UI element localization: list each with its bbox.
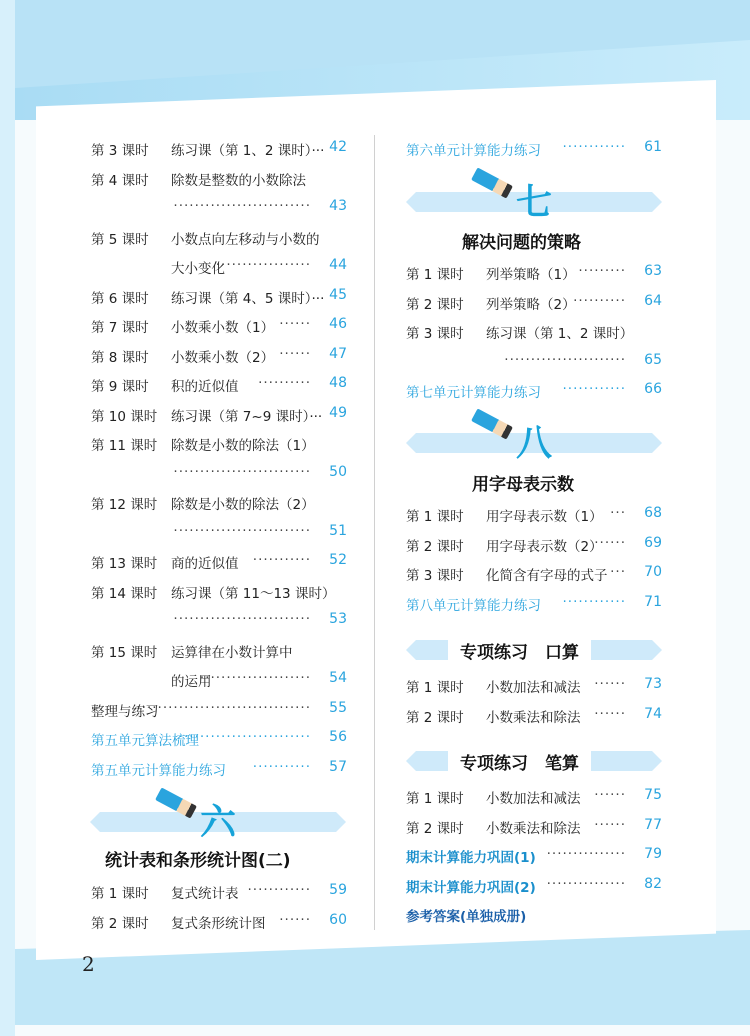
lesson-label: 第 1 课时 [91,886,149,902]
lesson-title: 除数是小数的除法（1） [171,438,315,454]
toc-row[interactable] [91,346,347,366]
lesson-label: 第 2 课时 [406,709,464,726]
page-number-link: 49 [329,404,347,421]
page-number-link: 56 [329,729,347,745]
leader-dots: ············ [247,882,311,898]
page-number-link: 68 [644,505,662,521]
page-number-link: 71 [644,593,662,610]
unit-banner-6 [90,802,346,843]
page-number-link: 47 [329,345,347,362]
page-number-link: 57 [329,758,347,775]
lesson-title: 小数乘法和除法 [486,709,581,726]
lesson-label: 第 15 课时 [91,644,158,661]
toc-row[interactable] [91,375,347,395]
page-number-link: 79 [644,846,662,862]
lesson-title: 小数点向左移动与小数的 [171,231,320,248]
toc-row[interactable] [91,670,347,690]
lesson-label: 参考答案(单独成册) [406,909,527,925]
toc-row[interactable] [91,523,347,543]
page-number-link: 42 [329,139,347,155]
leader-dots: ·························· [173,198,311,214]
page-number-link: 55 [329,699,347,716]
leader-dots: ·························· [173,611,311,627]
lesson-title: 除数是整数的小数除法 [171,172,306,189]
page-number-link: 82 [644,875,662,892]
toc-row[interactable] [406,381,662,401]
page-number-link: 59 [329,882,347,898]
toc-row[interactable] [91,228,347,248]
lesson-title: 复式条形统计图 [171,915,266,932]
lesson-label: 第 9 课时 [91,379,149,395]
lesson-title: 练习课（第 4、5 课时）··· [171,290,325,307]
lesson-label: 第 8 课时 [91,349,149,366]
toc-row[interactable] [91,641,347,661]
leader-dots: ························· [178,729,311,745]
lesson-title: 练习课（第 11～13 课时） [171,585,336,602]
unit-banner-8 [406,423,662,464]
leader-dots: ······ [594,787,626,803]
lesson-label: 第 2 课时 [91,915,149,932]
lesson-label: 第 5 课时 [91,231,149,248]
toc-row[interactable] [91,912,347,932]
lesson-label: 第 7 课时 [91,320,149,336]
lesson-label: 第 3 课时 [406,326,464,342]
lesson-label: 第八单元计算能力练习 [406,597,541,614]
toc-row[interactable] [91,139,347,159]
leader-dots: ·········· [573,292,626,309]
lesson-title: 列举策略（1） [486,267,576,283]
lesson-label: 整理与练习 [91,703,159,720]
toc-row[interactable] [406,322,662,342]
page-number-link: 43 [329,198,347,214]
toc-row[interactable] [406,905,662,925]
lesson-title: 用字母表示数（2） [486,538,603,555]
toc-row[interactable] [91,434,347,454]
leader-dots: ··········· [252,758,311,775]
lesson-title: 小数乘小数（1） [171,320,275,336]
leader-dots: ········· [578,263,626,279]
toc-row[interactable] [91,169,347,189]
toc-row[interactable] [91,759,347,779]
lesson-title: 小数加法和减法 [486,680,581,696]
lesson-title: 化简含有字母的式子 [486,568,608,584]
leader-dots: ··············· [546,846,626,862]
leader-dots: ······ [279,911,311,928]
lesson-label: 第 2 课时 [406,538,464,555]
leader-dots: ······ [594,676,626,692]
lesson-label: 第 3 课时 [91,143,149,159]
lesson-title: 复式统计表 [171,886,239,902]
unit-numeral: 七 [516,182,553,223]
toc-row[interactable] [406,787,662,807]
leader-dots: ·························· [173,463,311,480]
lesson-label: 第 2 课时 [406,820,464,837]
unit-numeral: 六 [200,802,237,843]
page-number-link: 64 [644,292,662,309]
leader-dots: ······ [594,534,626,551]
leader-dots: ············ [562,593,626,610]
toc-row[interactable] [406,263,662,283]
lesson-label: 第 14 课时 [91,585,158,602]
unit-title: 解决问题的策略 [462,233,581,253]
lesson-label: 第 13 课时 [91,556,158,572]
lesson-label: 第 1 课时 [406,267,464,283]
lesson-label: 期末计算能力巩固(1) [406,850,536,866]
lesson-title: 积的近似值 [171,379,239,395]
toc-row[interactable] [406,594,662,614]
leader-dots: ······ [594,705,626,722]
leader-dots: ································· [136,699,311,716]
toc-row[interactable] [91,198,347,218]
page-number-link: 54 [329,670,347,686]
left-edge [0,0,15,1036]
page-number-link: 65 [644,351,662,368]
lesson-title: 练习课（第 7~9 课时）··· [171,408,323,425]
toc-row[interactable] [91,464,347,484]
page-number: 2 [82,952,95,976]
lesson-label: 第 10 课时 [91,408,158,425]
toc-row[interactable] [91,316,347,336]
toc-row[interactable] [406,876,662,896]
page-number-link: 73 [644,676,662,692]
toc-row[interactable] [406,817,662,837]
page-number-link: 74 [644,705,662,722]
lesson-label: 第六单元计算能力练习 [406,143,541,159]
page-number-link: 53 [329,611,347,627]
lesson-title: 除数是小数的除法（2） [171,497,315,513]
column-divider [374,135,375,930]
lesson-label: 第 2 课时 [406,296,464,313]
toc-row[interactable] [406,846,662,866]
lesson-label: 第 11 课时 [91,438,158,454]
page-number-link: 63 [644,263,662,279]
lesson-label: 第五单元计算能力练习 [91,762,226,779]
leader-dots: ·········· [258,375,311,391]
lesson-label: 第 3 课时 [406,568,464,584]
leader-dots: ····················· [199,670,311,686]
page-number-link: 66 [644,381,662,397]
leader-dots: ··············· [546,875,626,892]
lesson-label: 第 4 课时 [91,172,149,189]
unit-title: 统计表和条形统计图(二) [105,851,291,871]
lesson-label: 第五单元算法梳理 [91,733,199,749]
page-number-link: 48 [329,375,347,391]
lesson-title: 运算律在小数计算中 [171,644,293,661]
toc-row[interactable] [406,535,662,555]
leader-dots: ·························· [173,522,311,539]
toc-row[interactable] [406,505,662,525]
leader-dots: ·················· [215,257,311,273]
unit-banner-7 [406,182,662,223]
page-number-link: 60 [329,911,347,928]
toc-row[interactable] [91,582,347,602]
toc-row[interactable] [406,564,662,584]
leader-dots: ······ [279,345,311,362]
page-number-link: 52 [329,552,347,568]
lesson-title: 的运用 [171,674,212,690]
page-number-link: 45 [329,286,347,303]
lesson-title: 用字母表示数（1） [486,509,603,525]
toc-row[interactable] [406,676,662,696]
leader-dots: ······ [279,316,311,332]
page-number-link: 75 [644,787,662,803]
toc-row[interactable] [91,700,347,720]
lesson-label: 期末计算能力巩固(2) [406,879,536,896]
lesson-label: 第 12 课时 [91,497,158,513]
lesson-title: 练习课（第 1、2 课时）··· [171,143,325,159]
leader-dots: ············ [562,381,626,397]
page-number-link: 70 [644,564,662,580]
toc-row[interactable] [406,293,662,313]
leader-dots: ··· [610,505,626,521]
toc-row[interactable] [91,405,347,425]
leader-dots: ······················· [504,351,626,368]
lesson-label: 第 6 课时 [91,290,149,307]
toc-row[interactable] [91,493,347,513]
page-number-link: 61 [644,139,662,155]
unit-numeral: 八 [516,423,553,464]
lesson-label: 第七单元计算能力练习 [406,385,541,401]
leader-dots: ······ [594,816,626,833]
page-number-link: 77 [644,816,662,833]
unit-title: 用字母表示数 [472,475,574,495]
toc-row[interactable] [91,611,347,631]
lesson-title: 商的近似值 [171,556,239,572]
toc-row[interactable] [406,352,662,372]
leader-dots: ··· [610,564,626,580]
lesson-title: 小数乘小数（2） [171,349,275,366]
special-title: 专项练习 笔算 [448,749,591,774]
lesson-title: 小数加法和减法 [486,791,581,807]
special-title: 专项练习 口算 [448,638,591,663]
toc-row[interactable] [91,287,347,307]
lesson-title: 列举策略（2） [486,296,576,313]
page-number-link: 51 [329,522,347,539]
leader-dots: ············ [562,139,626,155]
leader-dots: ··········· [252,552,311,568]
lesson-title: 大小变化 [171,261,225,277]
lesson-label: 第 1 课时 [406,680,464,696]
page-number-link: 46 [329,316,347,332]
toc-row[interactable] [91,257,347,277]
toc-row[interactable] [91,882,347,902]
page-number-link: 50 [329,463,347,480]
lesson-title: 练习课（第 1、2 课时） [486,326,634,342]
page-number-link: 44 [329,257,347,273]
toc-row[interactable] [91,552,347,572]
lesson-label: 第 1 课时 [406,509,464,525]
page-number-link: 69 [644,534,662,551]
toc-row[interactable] [406,139,662,159]
lesson-title: 小数乘法和除法 [486,820,581,837]
toc-row[interactable] [91,729,347,749]
lesson-label: 第 1 课时 [406,791,464,807]
toc-row[interactable] [406,706,662,726]
